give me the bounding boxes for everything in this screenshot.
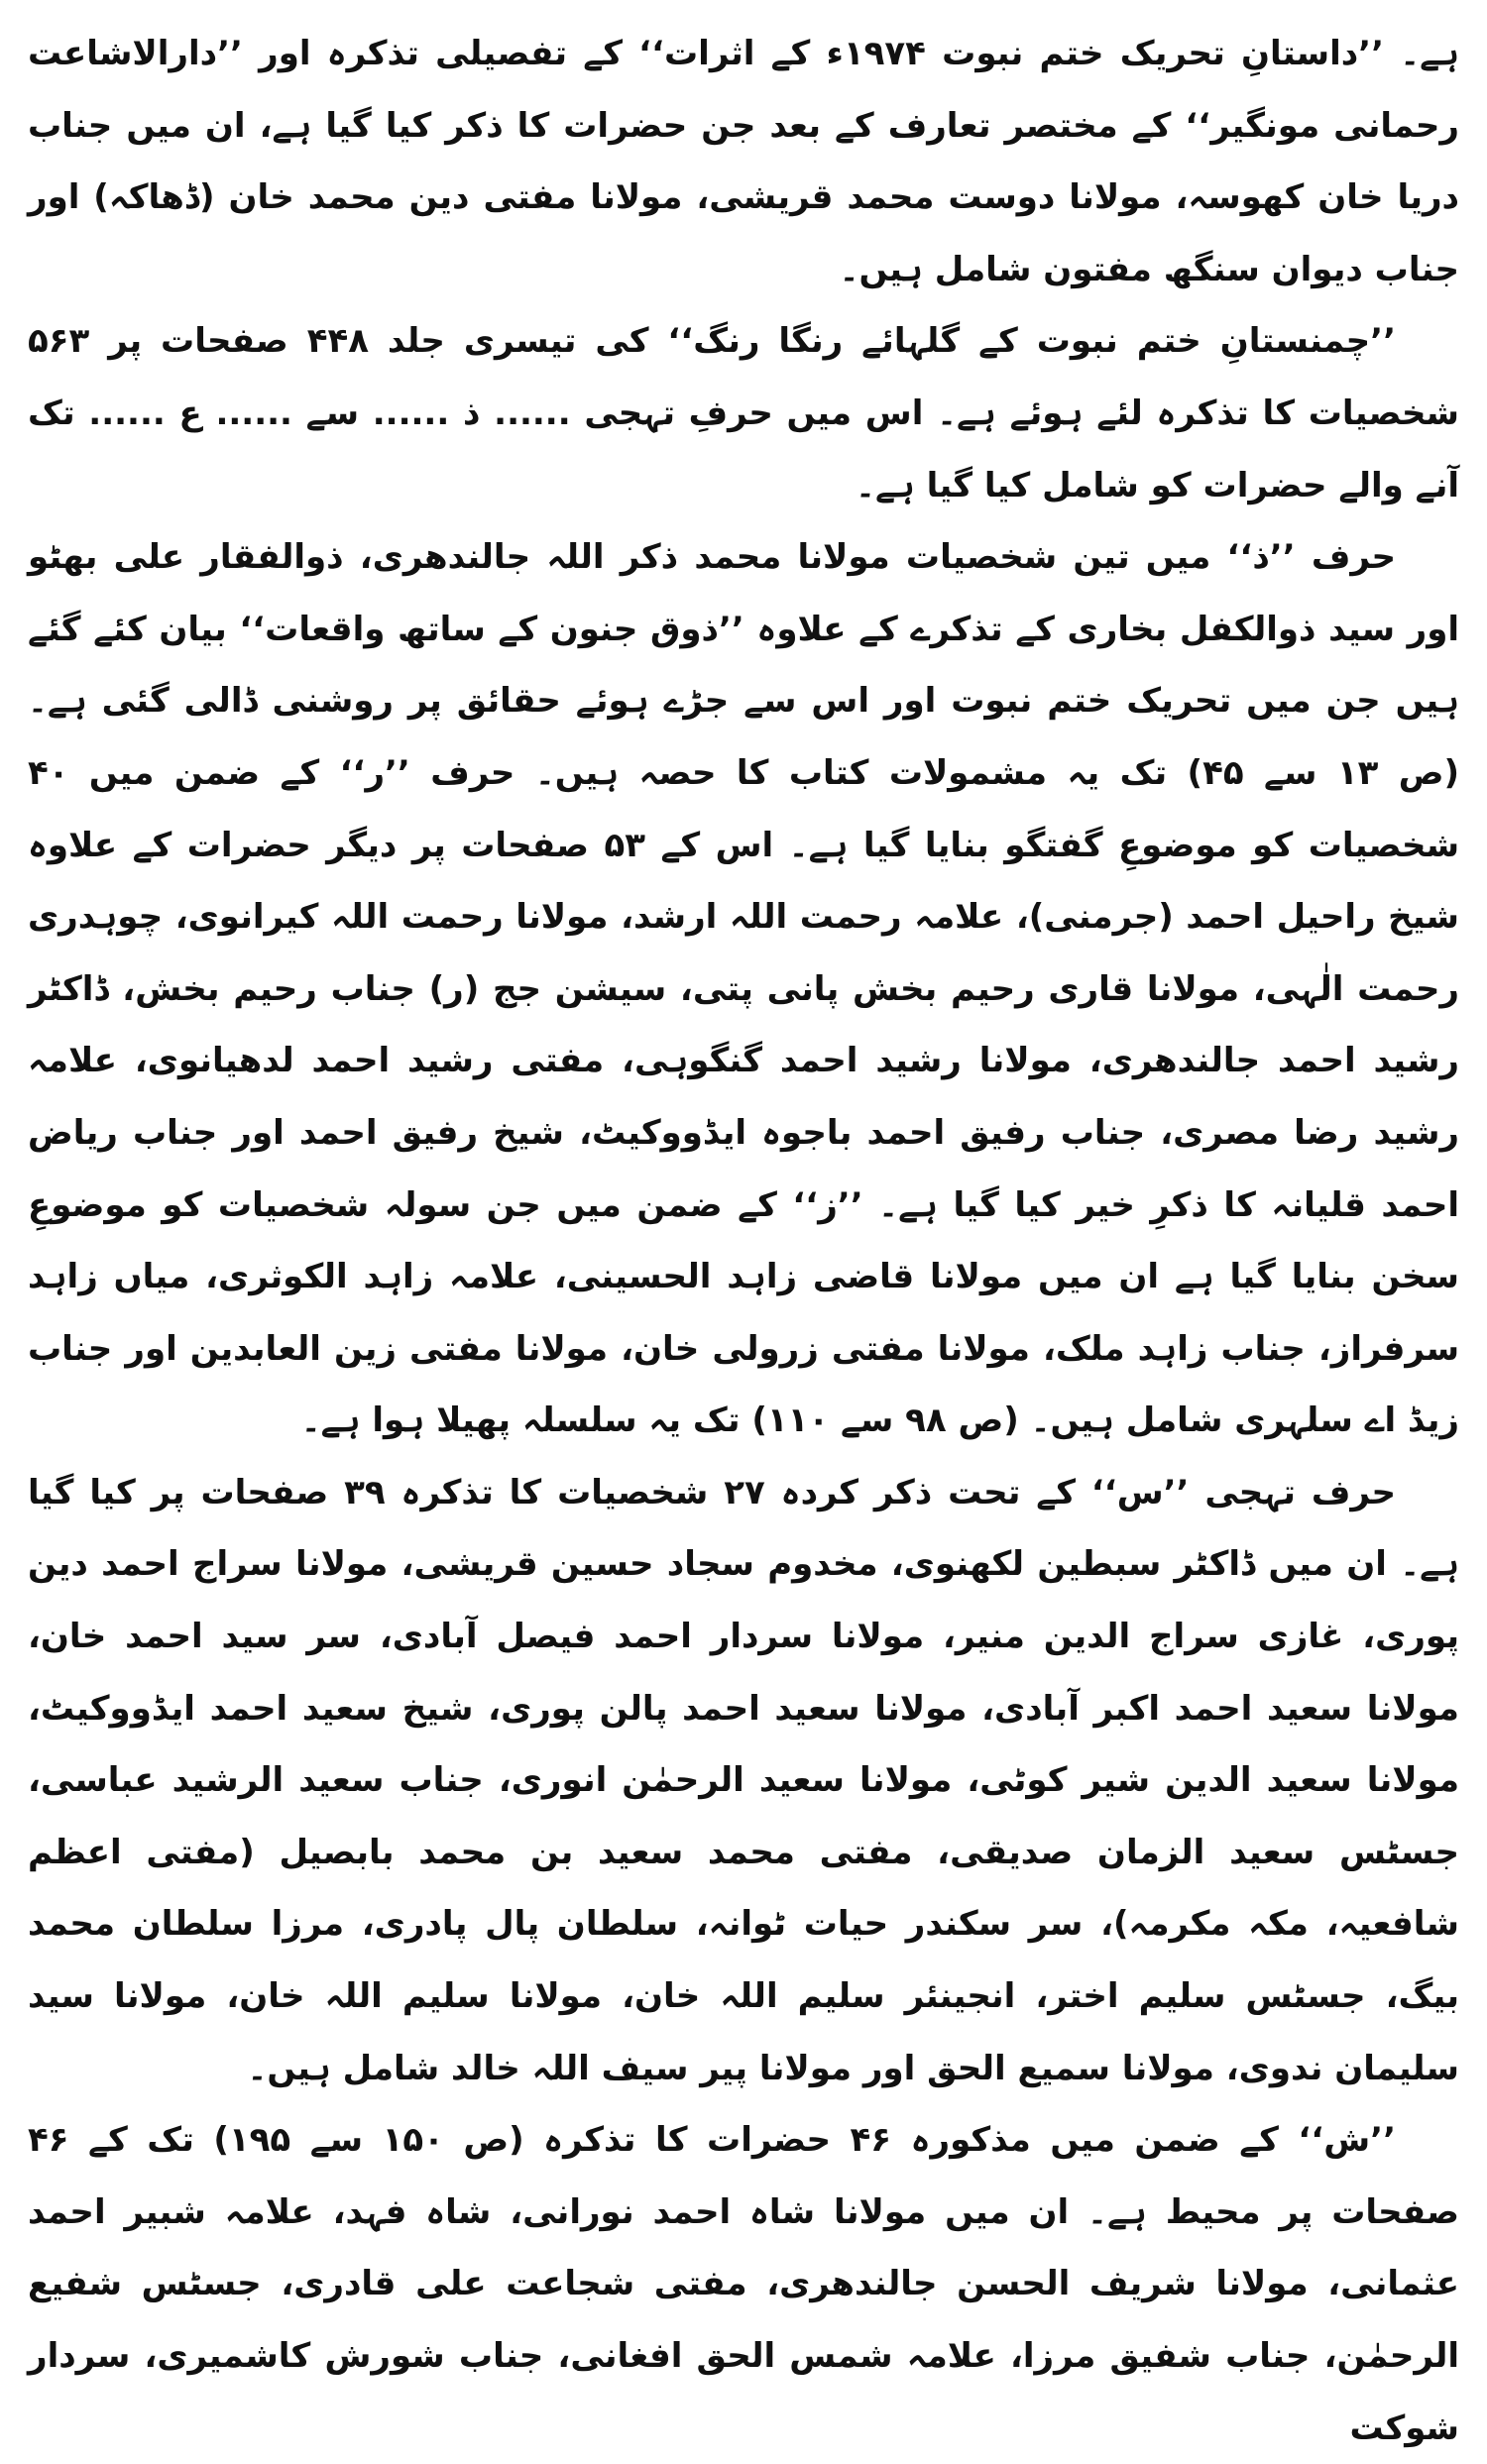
paragraph-4: حرف تہجی ’’س‘‘ کے تحت ذکر کردہ ۲۷ شخصیات کا تذکرہ ۳۹ صفحات پر کیا گیا ہے۔ ان میں ڈاکٹر سبطین لکھنوی، مخدوم سجاد حسین قریشی، مولانا سراج احمد دین پوری، غازی سراج الدین منیر، مولانا سردار احمد فیصل آبادی، سر سید احمد خان، مولانا سعید احمد اکبر آبادی، مولانا سعید احمد پالن پوری، شیخ سعید احمد ایڈووکیٹ، مولانا سعید الدین شیر کوٹی، مولانا سعید الرحمٰن انوری، جناب سعید الرشید عباسی، جسٹس سعید الزمان صدیقی، مفتی محمد سعید بن محمد بابصیل (مفتی اعظم شافعیہ، مکہ مکرمہ)، سر سکندر حیات ٹوانہ، سلطان پال پادری، مرزا سلطان محمد بیگ، جسٹس سلیم اختر، انجینئر سلیم اللہ خان، مولانا سلیم اللہ خان، مولانا سید سلیمان ندوی، مولانا سمیع الحق اور مولانا پیر سیف اللہ خالد شامل ہیں۔ xyxy=(28,1472,1459,2088)
paragraph-2: ’’چمنستانِ ختم نبوت کے گلہائے رنگا رنگ‘‘ کی تیسری جلد ۴۴۸ صفحات پر ۵۶۳ شخصیات کا تذکرہ لئے ہوئے ہے۔ اس میں حرفِ تہجی ...... ذ ...... سے ...... ع ...... تک آنے والے حضرات کو شامل کیا گیا ہے۔ xyxy=(28,321,1459,505)
paragraph-5: ’’ش‘‘ کے ضمن میں مذکورہ ۴۶ حضرات کا تذکرہ (ص ۱۵۰ سے ۱۹۵) تک کے ۴۶ صفحات پر محیط ہے۔ ان میں مولانا شاہ احمد نورانی، شاہ فہد، علامہ شبیر احمد عثمانی، مولانا شریف الحسن جالندھری، مفتی شجاعت علی قادری، جسٹس شفیع الرحمٰن، جناب شفیق مرزا، علامہ شمس الحق افغانی، جناب شورش کاشمیری، سردار شوکت xyxy=(28,2120,1459,2448)
paragraph-1: ہے۔ ’’داستانِ تحریک ختم نبوت ۱۹۷۴ء کے اثرات‘‘ کے تفصیلی تذکرہ اور ’’دارالاشاعت رحمانی مونگیر‘‘ کے مختصر تعارف کے بعد جن حضرات کا ذکر کیا گیا ہے، ان میں جناب دریا خان کھوسہ، مولانا دوست محمد قریشی، مولانا مفتی دین محمد خان (ڈھاکہ) اور جناب دیوان سنگھ مفتون شامل ہیں۔ xyxy=(28,34,1459,289)
paragraph-3: حرف ’’ذ‘‘ میں تین شخصیات مولانا محمد ذکر اللہ جالندھری، ذوالفقار علی بھٹو اور سید ذوالکفل بخاری کے تذکرے کے علاوہ ’’ذوق جنون کے ساتھ واقعات‘‘ بیان کئے گئے ہیں جن میں تحریک ختم نبوت اور اس سے جڑے ہوئے حقائق پر روشنی ڈالی گئی ہے۔ (ص ۱۳ سے ۴۵) تک یہ مشمولات کتاب کا حصہ ہیں۔ حرف ’’ر‘‘ کے ضمن میں ۴۰ شخصیات کو موضوعِ گفتگو بنایا گیا ہے۔ اس کے ۵۳ صفحات پر دیگر حضرات کے علاوہ شیخ راحیل احمد (جرمنی)، علامہ رحمت اللہ ارشد، مولانا رحمت اللہ کیرانوی، چوہدری رحمت الٰہی، مولانا قاری رحیم بخش پانی پتی، سیشن جج (ر) جناب رحیم بخش، ڈاکٹر رشید احمد جالندھری، مولانا رشید احمد گنگوہی، مفتی رشید احمد لدھیانوی، علامہ رشید رضا مصری، جناب رفیق احمد باجوہ ایڈووکیٹ، شیخ رفیق احمد اور جناب ریاض احمد قلیانہ کا ذکرِ خیر کیا گیا ہے۔ ’’ز‘‘ کے ضمن میں جن سولہ شخصیات کو موضوعِ سخن بنایا گیا ہے ان میں مولانا قاضی زاہد الحسینی، علامہ زاہد الکوثری، میاں زاہد سرفراز، جناب زاہد ملک، مولانا مفتی زرولی خان، مولانا مفتی زین العابدین اور جناب زیڈ اے سلہری شامل ہیں۔ (ص ۹۸ سے ۱۱۰) تک یہ سلسلہ پھیلا ہوا ہے۔ xyxy=(28,537,1460,1441)
document-page xyxy=(28,18,1460,2448)
